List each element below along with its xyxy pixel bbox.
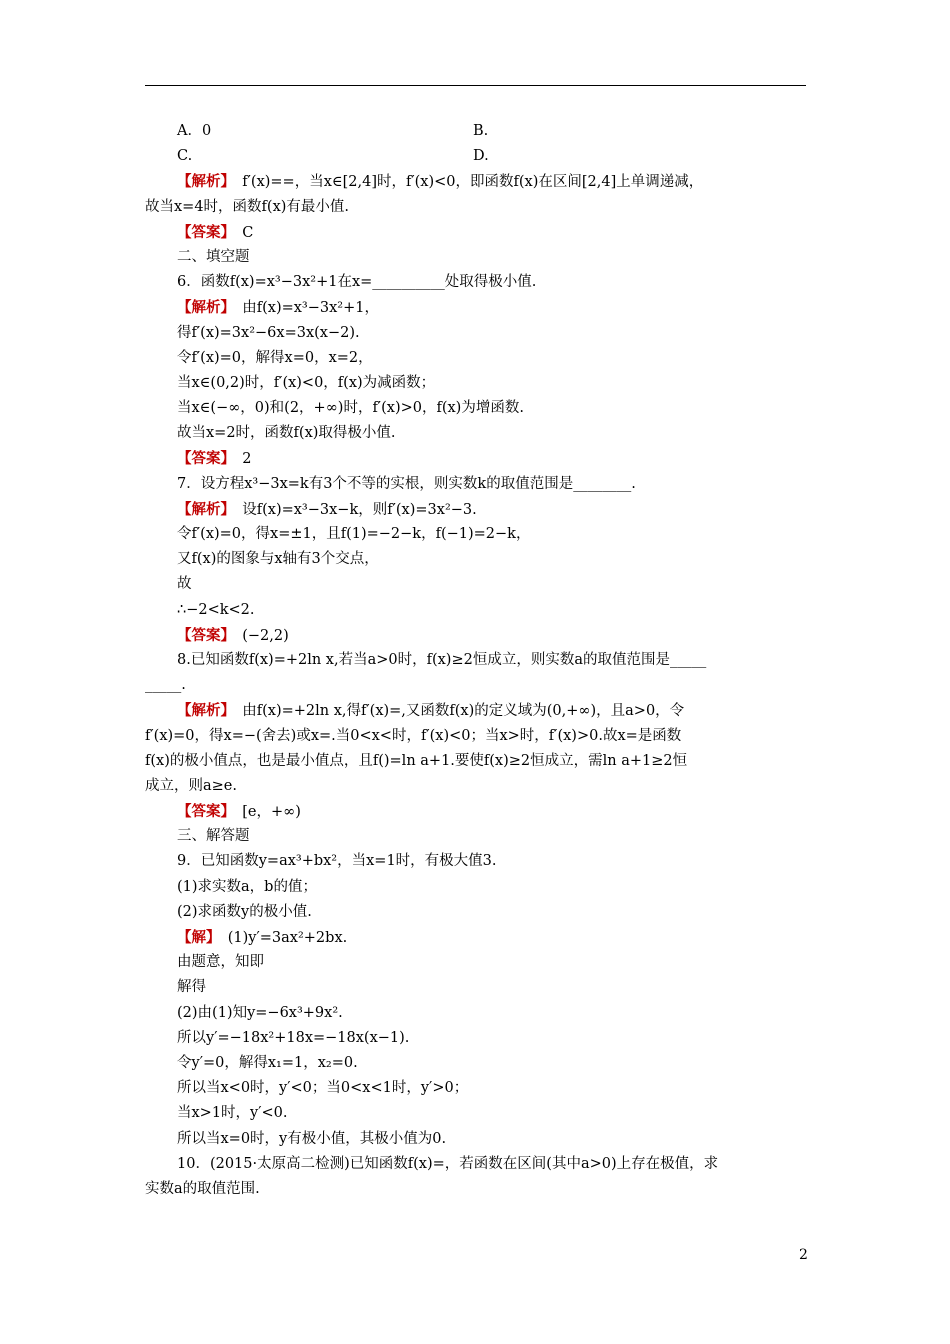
text-line bbox=[145, 598, 810, 623]
section-tag: 【答案】 bbox=[177, 626, 228, 644]
text-line bbox=[145, 950, 810, 975]
text-line bbox=[145, 220, 810, 245]
line-text: 当x>1时，y′<0. bbox=[177, 1105, 288, 1122]
line-text: 令y′=0，解得x₁=1，x₂=0. bbox=[177, 1054, 358, 1071]
text-line bbox=[145, 497, 810, 522]
option-label: D. bbox=[473, 148, 489, 165]
text-line bbox=[145, 1001, 810, 1026]
line-text: _____. bbox=[145, 677, 186, 694]
text-line bbox=[145, 472, 810, 497]
text-line bbox=[145, 724, 810, 749]
line-text: 由f(x)=x³−3x²+1， bbox=[227, 300, 379, 317]
text-line bbox=[145, 749, 810, 774]
text-line bbox=[145, 849, 810, 874]
text-line bbox=[145, 648, 810, 673]
line-text: 又f(x)的图象与x轴有3个交点， bbox=[177, 551, 379, 568]
text-line bbox=[145, 824, 810, 849]
line-text: 8.已知函数f(x)=+2ln x,若当a>0时，f(x)≥2恒成立，则实数a的取值范围是_____ bbox=[177, 651, 707, 668]
line-text: (1)y′=3ax²+2bx. bbox=[213, 930, 348, 946]
text-line bbox=[145, 572, 810, 597]
text-line bbox=[145, 522, 810, 547]
line-text: 二、填空题 bbox=[177, 248, 250, 265]
text-line bbox=[145, 698, 810, 723]
text-line bbox=[145, 1051, 810, 1076]
text-line bbox=[145, 245, 810, 270]
line-text: 当x∈(−∞，0)和(2，+∞)时，f′(x)>0，f(x)为增函数. bbox=[177, 400, 524, 417]
section-tag: 【答案】 bbox=[177, 803, 228, 821]
line-text: 所以y′=−18x²+18x=−18x(x−1). bbox=[177, 1029, 410, 1046]
text-line bbox=[145, 925, 810, 950]
text-line bbox=[145, 799, 810, 824]
document-body bbox=[145, 119, 810, 1202]
section-tag: 【解】 bbox=[177, 929, 214, 946]
text-line bbox=[145, 875, 810, 900]
text-line bbox=[145, 1101, 810, 1126]
text-line bbox=[145, 1026, 810, 1051]
line-text: 所以当x<0时，y′<0；当0<x<1时，y′>0； bbox=[177, 1080, 469, 1097]
line-text: 三、解答题 bbox=[177, 828, 250, 845]
text-line bbox=[145, 421, 810, 446]
line-text: f′(x)=0，得x=−(舍去)或x=.当0<x<时，f′(x)<0；当x>时，f′(x)>0.故x=是函数 bbox=[145, 727, 682, 744]
line-text: 9．已知函数y=ax³+bx²，当x=1时，有极大值3. bbox=[177, 853, 497, 870]
line-text: 故 bbox=[177, 576, 192, 593]
section-tag: 【解析】 bbox=[177, 173, 228, 191]
text-line bbox=[145, 547, 810, 572]
line-text: 当x∈(0,2)时，f′(x)<0，f(x)为减函数； bbox=[177, 374, 436, 391]
line-text: 10．(2015·太原高二检测)已知函数f(x)=，若函数在区间(其中a>0)上存在极值，求 bbox=[177, 1155, 719, 1172]
text-line bbox=[145, 623, 810, 648]
text-line bbox=[145, 774, 810, 799]
page-number: 2 bbox=[799, 1247, 808, 1263]
line-text: 解得 bbox=[177, 979, 206, 996]
text-line bbox=[145, 396, 810, 421]
line-text: 令f′(x)=0，解得x=0，x=2， bbox=[177, 349, 373, 366]
line-text: [e，+∞) bbox=[227, 804, 301, 821]
section-tag: 【解析】 bbox=[177, 500, 228, 518]
text-line bbox=[145, 346, 810, 371]
text-line bbox=[145, 1076, 810, 1101]
line-text: 2 bbox=[227, 451, 252, 468]
line-text: 6．函数f(x)=x³−3x²+1在x=__________处取得极小值. bbox=[177, 274, 537, 291]
header-rule bbox=[145, 85, 806, 86]
section-tag: 【解析】 bbox=[177, 299, 228, 317]
line-text: f′(x)==，当x∈[2,4]时，f′(x)<0，即函数f(x)在区间[2,4]上单调递减， bbox=[227, 174, 704, 191]
line-text: 得f′(x)=3x²−6x=3x(x−2). bbox=[177, 324, 360, 341]
text-line bbox=[145, 1177, 810, 1202]
section-tag: 【答案】 bbox=[177, 450, 228, 468]
line-text: 令f′(x)=0，得x=±1，且f(1)=−2−k，f(−1)=2−k， bbox=[177, 526, 531, 542]
text-line bbox=[145, 975, 810, 1000]
text-line bbox=[145, 900, 810, 925]
text-line bbox=[145, 195, 810, 220]
line-text: 设f(x)=x³−3x−k，则f′(x)=3x²−3. bbox=[227, 501, 477, 518]
text-line bbox=[145, 119, 810, 144]
line-text: 由f(x)=+2ln x,得f′(x)=,又函数f(x)的定义域为(0,+∞)，且a>0，令 bbox=[227, 703, 685, 720]
line-text: (2)由(1)知y=−6x³+9x². bbox=[177, 1004, 343, 1021]
line-text: 成立，则a≥e. bbox=[145, 777, 237, 794]
text-line bbox=[145, 673, 810, 698]
line-text: 故当x=4时，函数f(x)有最小值. bbox=[145, 198, 350, 215]
line-text: (−2,2) bbox=[227, 627, 289, 644]
line-text: 7．设方程x³−3x=k有3个不等的实根，则实数k的取值范围是________. bbox=[177, 475, 636, 492]
line-text: 由题意，知即 bbox=[177, 954, 264, 971]
text-line bbox=[145, 169, 810, 194]
line-text: ∴−2<k<2. bbox=[177, 601, 255, 618]
line-text: f(x)的极小值点，也是最小值点，且f()=ln a+1.要使f(x)≥2恒成立，需ln a+1≥2恒 bbox=[145, 752, 688, 769]
line-text: 所以当x=0时，y有极小值，其极小值为0. bbox=[177, 1130, 447, 1147]
line-text: 实数a的取值范围. bbox=[145, 1180, 260, 1197]
option-label: B. bbox=[473, 123, 489, 139]
text-line bbox=[145, 144, 810, 169]
option-label: A．0 bbox=[177, 123, 212, 139]
text-line bbox=[145, 446, 810, 471]
line-text: 故当x=2时，函数f(x)取得极小值. bbox=[177, 425, 396, 442]
text-line bbox=[145, 1127, 810, 1152]
text-line bbox=[145, 295, 810, 320]
line-text: (2)求函数y的极小值. bbox=[177, 903, 312, 920]
text-line bbox=[145, 270, 810, 295]
line-text: C bbox=[227, 224, 254, 241]
text-line bbox=[145, 1152, 810, 1177]
option-label: C. bbox=[177, 148, 193, 165]
text-line bbox=[145, 321, 810, 346]
line-text: (1)求实数a，b的值； bbox=[177, 878, 317, 895]
text-line bbox=[145, 371, 810, 396]
section-tag: 【解析】 bbox=[177, 702, 228, 720]
section-tag: 【答案】 bbox=[177, 223, 228, 241]
